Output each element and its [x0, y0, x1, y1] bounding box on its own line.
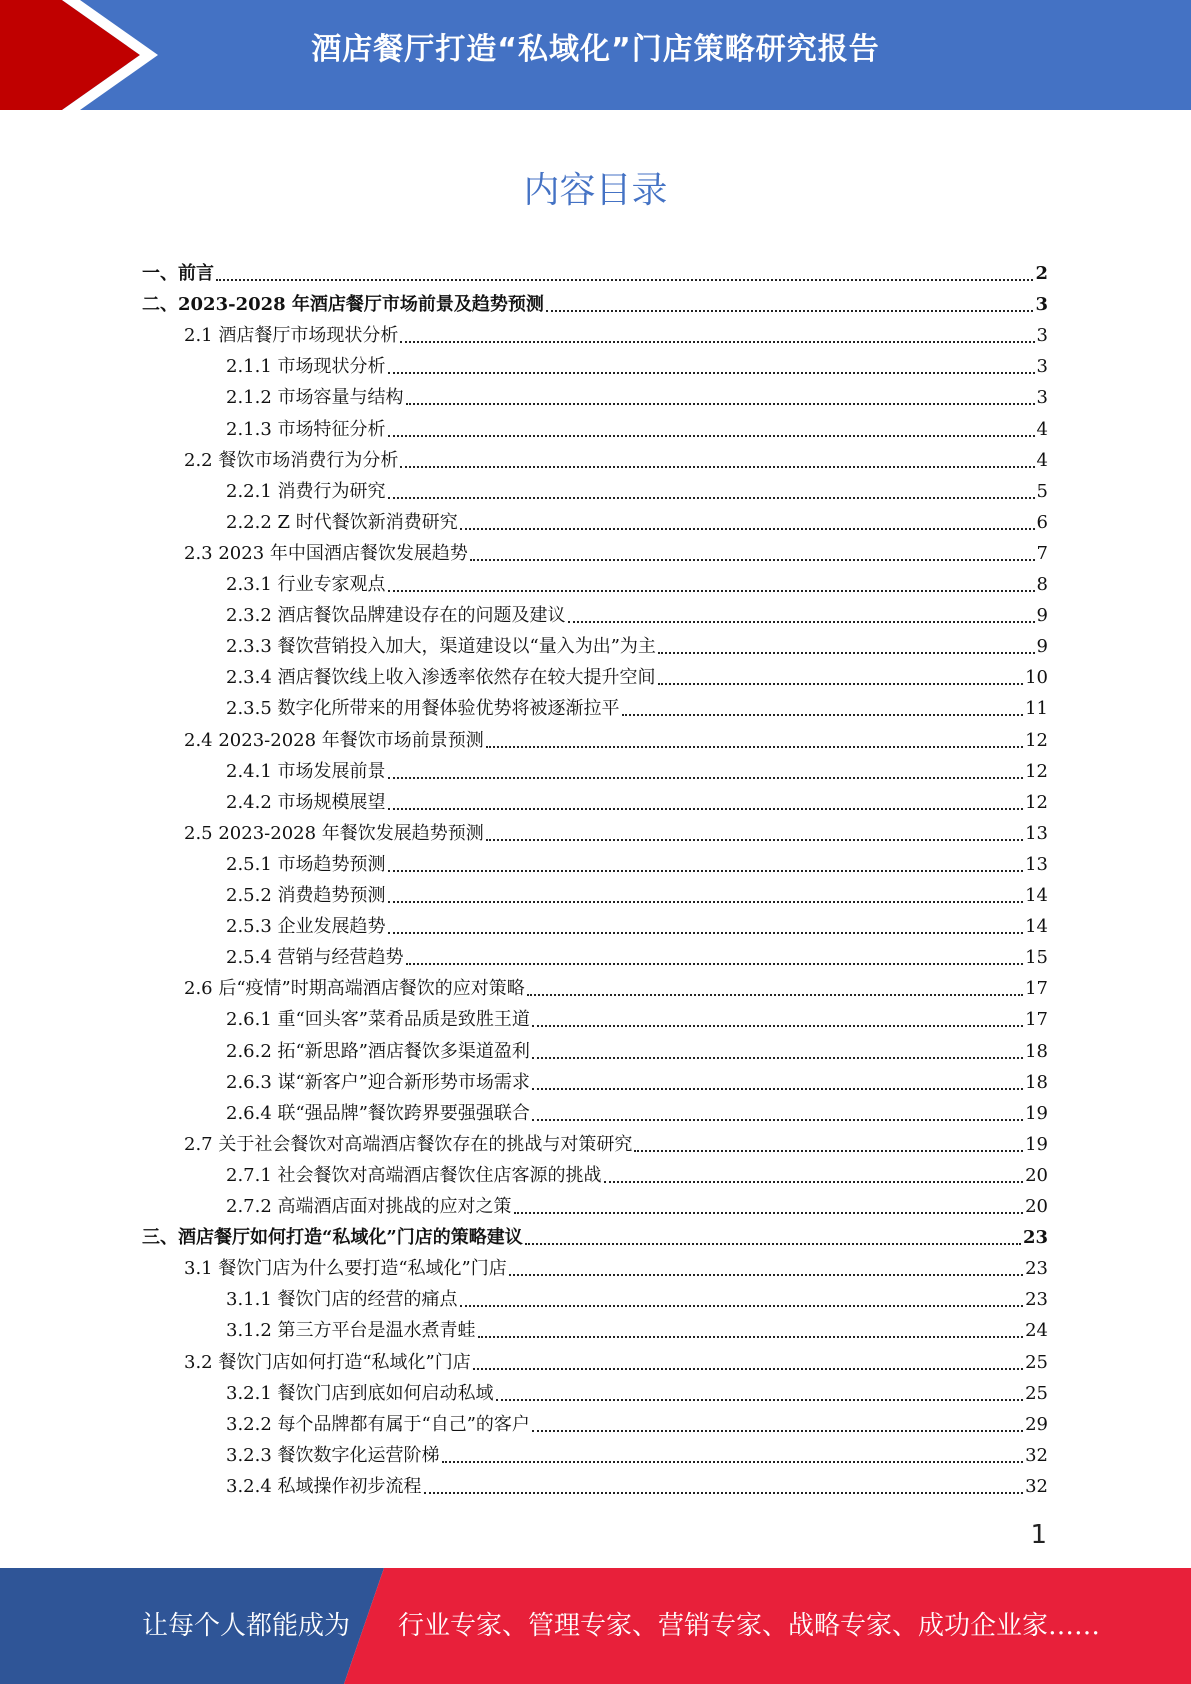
toc-leader-dots: [509, 1252, 1023, 1276]
toc-leader-dots: [514, 1190, 1024, 1214]
toc-entry[interactable]: [226, 689, 1048, 720]
toc-entry[interactable]: [226, 1032, 1048, 1063]
toc-entry-label: 2.4 2023-2028 年餐饮市场前景预测: [184, 729, 484, 751]
toc-entry-page: 13: [1025, 853, 1048, 875]
toc-entry-page: 19: [1025, 1102, 1048, 1124]
toc-entry[interactable]: [184, 969, 1048, 1000]
toc-entry-label: 2.3.5 数字化所带来的用餐体验优势将被逐渐拉平: [226, 698, 620, 720]
toc-entry-label: 3.2.3 餐饮数字化运营阶梯: [226, 1444, 440, 1466]
toc-entry-label: 3.2.4 私域操作初步流程: [226, 1475, 422, 1497]
toc-entry-label: 2.7.2 高端酒店面对挑战的应对之策: [226, 1196, 512, 1217]
toc-entry-label: 2.4.1 市场发展前景: [226, 760, 386, 782]
toc-leader-dots: [486, 724, 1023, 748]
toc-entry-label: 2.6.2 拓“新思路”酒店餐饮多渠道盈利: [226, 1040, 530, 1062]
toc-entry-page: 25: [1025, 1382, 1048, 1404]
toc-entry-page: 32: [1025, 1444, 1048, 1466]
toc-leader-dots: [216, 257, 1033, 281]
toc-leader-dots: [388, 755, 1024, 779]
toc-entry[interactable]: [226, 1063, 1048, 1094]
toc-leader-dots: [400, 444, 1034, 468]
toc-entry[interactable]: [226, 627, 1048, 658]
toc-entry[interactable]: [184, 721, 1048, 752]
toc-leader-dots: [388, 910, 1024, 934]
toc-entry-label: 三、酒店餐厅如何打造“私域化”门店的策略建议: [142, 1227, 523, 1249]
toc-leader-dots: [406, 381, 1035, 405]
toc-entry-page: 12: [1025, 760, 1048, 782]
toc-entry-label: 2.6.3 谋“新客户”迎合新形势市场需求: [226, 1071, 530, 1093]
toc-entry-page: 5: [1036, 480, 1048, 502]
toc-entry-label: 2.1.3 市场特征分析: [226, 418, 386, 440]
toc-entry-page: 8: [1036, 574, 1048, 595]
header-band: [0, 0, 1191, 110]
toc-entry-page: 4: [1036, 418, 1048, 440]
toc-entry[interactable]: [226, 1280, 1048, 1311]
toc-entry[interactable]: [184, 1343, 1048, 1374]
toc-entry-page: 9: [1036, 605, 1048, 627]
toc-entry[interactable]: [226, 1405, 1048, 1436]
toc-entry[interactable]: [226, 1436, 1048, 1467]
toc-entry-label: 2.5.3 企业发展趋势: [226, 916, 386, 938]
toc-entry[interactable]: [226, 1374, 1048, 1405]
toc-leader-dots: [496, 1377, 1024, 1401]
toc-entry-label: 一、前言: [142, 263, 214, 284]
toc-entry-page: 24: [1025, 1320, 1048, 1342]
toc-leader-dots: [532, 1035, 1023, 1059]
toc-entry-label: 2.2 餐饮市场消费行为分析: [184, 449, 399, 471]
toc-entry[interactable]: [184, 814, 1048, 845]
footer-slogan-left: 让每个人都能成为: [142, 1611, 351, 1641]
footer-band: [0, 1568, 1191, 1684]
toc-leader-dots: [473, 1346, 1023, 1370]
toc-entry[interactable]: [226, 658, 1048, 689]
toc-entry-page: 32: [1025, 1475, 1048, 1497]
toc-heading: 内容目录: [523, 170, 668, 211]
toc-entry-page: 18: [1025, 1071, 1048, 1093]
toc-entry-page: 3: [1035, 294, 1048, 316]
toc-entry[interactable]: [184, 316, 1048, 347]
toc-entry-label: 2.5.2 消费趋势预测: [226, 885, 386, 906]
toc-entry-label: 2.5 2023-2028 年餐饮发展趋势预测: [184, 822, 484, 844]
toc-entry-label: 二、2023-2028 年酒店餐厅市场前景及趋势预测: [142, 294, 544, 316]
toc-entry-label: 2.6.4 联“强品牌”餐饮跨界要强强联合: [226, 1102, 530, 1124]
toc-entry[interactable]: [226, 472, 1048, 503]
toc-entry-page: 29: [1025, 1413, 1048, 1435]
toc-entry[interactable]: [226, 1156, 1048, 1187]
toc-leader-dots: [658, 661, 1024, 685]
toc-entry-label: 3.2 餐饮门店如何打造“私域化”门店: [184, 1351, 471, 1373]
toc-entry[interactable]: [142, 285, 1048, 316]
page-number: 1: [1030, 1520, 1047, 1550]
toc-leader-dots: [532, 1408, 1023, 1432]
toc-leader-dots: [486, 817, 1023, 841]
toc-entry[interactable]: [184, 534, 1048, 565]
toc-entry-label: 2.7 关于社会餐饮对高端酒店餐饮存在的挑战与对策研究: [184, 1133, 633, 1155]
toc-entry-page: 7: [1036, 542, 1048, 564]
toc-entry-page: 18: [1025, 1040, 1048, 1062]
toc-leader-dots: [400, 319, 1034, 343]
toc-leader-dots: [460, 1283, 1024, 1307]
toc-entry[interactable]: [226, 347, 1048, 378]
toc-leader-dots: [532, 1066, 1023, 1090]
toc-entry-label: 2.6.1 重“回头客”菜肴品质是致胜王道: [226, 1009, 530, 1031]
toc-leader-dots: [532, 1097, 1023, 1121]
toc-leader-dots: [658, 630, 1035, 654]
toc-entry-label: 2.7.1 社会餐饮对高端酒店餐饮住店客源的挑战: [226, 1164, 602, 1186]
toc-leader-dots: [388, 568, 1035, 592]
toc-entry-label: 2.2.2 Z 时代餐饮新消费研究: [226, 511, 458, 533]
toc-entry-page: 17: [1025, 978, 1048, 1000]
toc-entry[interactable]: [226, 907, 1048, 938]
toc-entry-page: 3: [1036, 387, 1048, 409]
toc-leader-dots: [478, 1314, 1024, 1338]
toc-entry-label: 2.4.2 市场规模展望: [226, 791, 386, 813]
toc-entry-label: 3.2.2 每个品牌都有属于“自己”的客户: [226, 1413, 530, 1435]
toc-entry-page: 12: [1025, 791, 1048, 813]
toc-entry-label: 2.3.1 行业专家观点: [226, 574, 386, 595]
toc-entry[interactable]: [226, 1000, 1048, 1031]
toc-entry-page: 13: [1025, 822, 1048, 844]
toc-entry-page: 10: [1025, 667, 1048, 689]
toc-leader-dots: [442, 1439, 1024, 1463]
toc-entry-page: 3: [1036, 356, 1048, 378]
toc-entry[interactable]: [226, 1467, 1048, 1498]
toc-leader-dots: [388, 786, 1024, 810]
toc-entry-page: 20: [1025, 1164, 1048, 1186]
toc-entry-page: 23: [1025, 1289, 1048, 1311]
toc-entry[interactable]: [184, 1249, 1048, 1280]
toc-leader-dots: [470, 537, 1035, 561]
toc-entry-page: 12: [1025, 729, 1048, 751]
toc-entry-page: 3: [1036, 325, 1048, 347]
toc-entry[interactable]: [226, 596, 1048, 627]
toc-entry[interactable]: [184, 441, 1048, 472]
toc-entry-page: 14: [1025, 885, 1048, 906]
toc-entry[interactable]: [226, 876, 1048, 907]
toc-entry[interactable]: [226, 783, 1048, 814]
toc-leader-dots: [532, 1003, 1023, 1027]
toc-entry-page: 23: [1022, 1227, 1048, 1249]
toc-leader-dots: [388, 879, 1024, 903]
toc-entry-page: 9: [1036, 636, 1048, 658]
toc-entry-label: 2.1.2 市场容量与结构: [226, 387, 404, 409]
toc-leader-dots: [527, 972, 1023, 996]
toc-entry[interactable]: [142, 254, 1048, 285]
toc-entry-page: 6: [1036, 511, 1048, 533]
toc-entry[interactable]: [226, 1187, 1048, 1218]
toc-entry-label: 3.1.2 第三方平台是温水煮青蛙: [226, 1320, 476, 1342]
toc-leader-dots: [406, 941, 1024, 965]
toc-leader-dots: [460, 506, 1035, 530]
toc-entry-page: 19: [1025, 1133, 1048, 1155]
toc-entry[interactable]: [226, 1094, 1048, 1125]
toc-entry-page: 14: [1025, 916, 1048, 938]
toc-leader-dots: [604, 1159, 1024, 1183]
toc-entry-label: 2.2.1 消费行为研究: [226, 480, 386, 502]
toc-leader-dots: [388, 350, 1035, 374]
toc-entry-label: 2.6 后“疫情”时期高端酒店餐饮的应对策略: [184, 978, 525, 1000]
toc-entry[interactable]: [226, 410, 1048, 441]
toc-entry[interactable]: [226, 1311, 1048, 1342]
report-title: 酒店餐厅打造“私域化”门店策略研究报告: [311, 32, 880, 67]
toc-entry[interactable]: [226, 938, 1048, 969]
toc-leader-dots: [525, 1221, 1021, 1245]
toc-entry-label: 2.3.4 酒店餐饮线上收入渗透率依然存在较大提升空间: [226, 667, 656, 689]
toc-entry-page: 2: [1035, 263, 1048, 284]
toc-entry-page: 17: [1025, 1009, 1048, 1031]
toc-entry[interactable]: [226, 752, 1048, 783]
toc-entry[interactable]: [184, 1125, 1048, 1156]
toc-entry-label: 2.3 2023 年中国酒店餐饮发展趋势: [184, 542, 468, 564]
toc-entry-page: 15: [1025, 947, 1048, 969]
toc-entry-label: 2.5.1 市场趋势预测: [226, 853, 386, 875]
toc-leader-dots: [568, 599, 1035, 623]
toc-entry-page: 11: [1025, 698, 1048, 720]
toc-leader-dots: [388, 848, 1024, 872]
toc-entry[interactable]: [142, 1218, 1048, 1249]
toc-entry[interactable]: [226, 378, 1048, 409]
toc-entry-page: 4: [1036, 449, 1048, 471]
toc-leader-dots: [424, 1470, 1024, 1494]
toc-entry-page: 20: [1025, 1196, 1048, 1217]
toc-entry-label: 2.1.1 市场现状分析: [226, 356, 386, 378]
toc-entry-label: 2.3.2 酒店餐饮品牌建设存在的问题及建议: [226, 605, 566, 627]
toc-leader-dots: [388, 413, 1035, 437]
toc-entry-label: 3.1.1 餐饮门店的经营的痛点: [226, 1289, 458, 1311]
toc-entry-label: 2.3.3 餐饮营销投入加大，渠道建设以“量入为出”为主: [226, 636, 656, 658]
toc-entry-page: 23: [1025, 1258, 1048, 1280]
footer-slogan-right: 行业专家、管理专家、营销专家、战略专家、成功企业家……: [398, 1611, 1101, 1641]
toc-entry-label: 3.1 餐饮门店为什么要打造“私域化”门店: [184, 1258, 507, 1280]
toc-entry-label: 2.1 酒店餐厅市场现状分析: [184, 325, 399, 347]
toc-entry-label: 2.5.4 营销与经营趋势: [226, 947, 404, 969]
toc-leader-dots: [634, 1128, 1023, 1152]
toc-leader-dots: [622, 692, 1024, 716]
toc-entry[interactable]: [226, 503, 1048, 534]
toc-leader-dots: [388, 475, 1035, 499]
toc-entry[interactable]: [226, 565, 1048, 596]
toc-leader-dots: [546, 288, 1034, 312]
toc-entry-label: 3.2.1 餐饮门店到底如何启动私域: [226, 1382, 494, 1404]
toc-entry[interactable]: [226, 845, 1048, 876]
toc-entry-page: 25: [1025, 1351, 1048, 1373]
